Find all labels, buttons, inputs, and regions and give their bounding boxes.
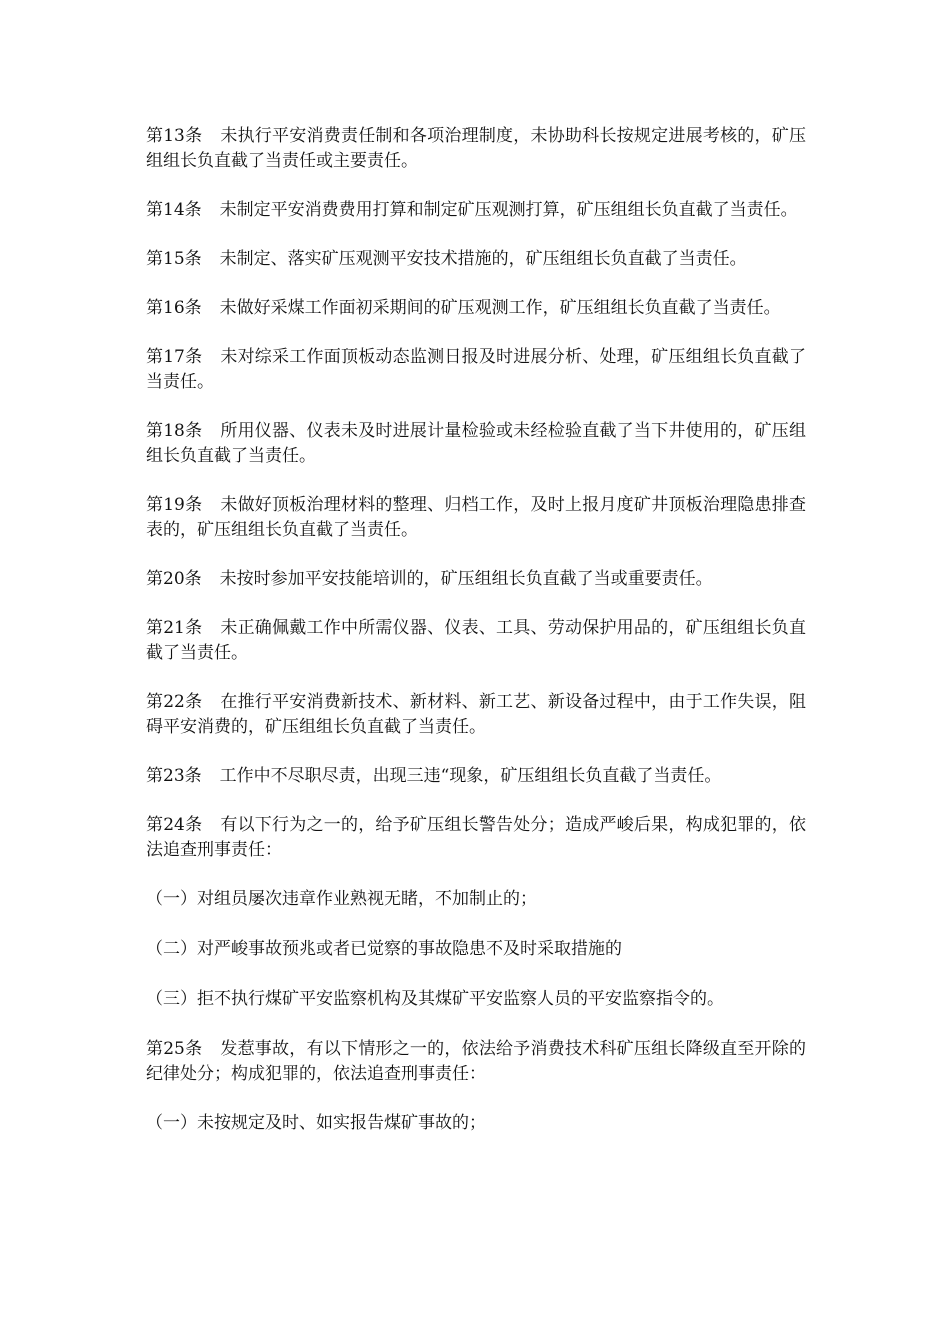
article-16 (146, 296, 806, 321)
article-24-item-1: （一）对组员屡次违章作业熟视无睹，不加制止的； (146, 889, 537, 909)
article-number: 第21条 (146, 618, 203, 638)
article-text: 有以下行为之一的，给予矿压组长警告处分；造成严峻后果，构成犯罪的，依法追查刑事责任： (146, 815, 807, 860)
article-19 (146, 493, 806, 543)
article-number: 第13条 (146, 126, 203, 146)
article-24-item-2: （二）对严峻事故预兆或者已觉察的事故隐患不及时采取措施的 (146, 939, 622, 959)
article-number: 第15条 (146, 249, 202, 269)
article-22 (146, 690, 806, 740)
document-body (146, 124, 806, 1161)
article-text: 未对综采工作面顶板动态监测日报及时进展分析、处理，矿压组组长负直截了当责任。 (146, 347, 807, 392)
article-13 (146, 124, 806, 174)
article-17 (146, 345, 806, 395)
article-text: 未做好采煤工作面初采期间的矿压观测工作，矿压组组长负直截了当责任。 (219, 298, 781, 318)
article-text: 未制定平安消费费用打算和制定矿压观测打算，矿压组组长负直截了当责任。 (219, 200, 798, 220)
article-number: 第22条 (146, 692, 203, 712)
article-text: 未正确佩戴工作中所需仪器、仪表、工具、劳动保护用品的，矿压组组长负直截了当责任。 (146, 618, 807, 663)
article-text: 未执行平安消费责任制和各项治理制度，未协助科长按规定进展考核的，矿压组组长负直截了当责任或主要责任。 (146, 126, 807, 171)
article-25 (146, 1037, 806, 1087)
article-text: 在推行平安消费新技术、新材料、新工艺、新设备过程中，由于工作失误，阻碍平安消费的，矿压组组长负直截了当责任。 (146, 692, 807, 737)
article-24-item-3: （三）拒不执行煤矿平安监察机构及其煤矿平安监察人员的平安监察指令的。 (146, 989, 724, 1009)
article-20 (146, 567, 806, 592)
article-text: 所用仪器、仪表未及时进展计量检验或未经检验直截了当下井使用的，矿压组组长负直截了当责任。 (146, 421, 807, 466)
article-number: 第23条 (146, 766, 202, 786)
article-18 (146, 419, 806, 469)
article-number: 第17条 (146, 347, 203, 367)
article-number: 第24条 (146, 815, 203, 835)
article-24 (146, 813, 806, 863)
article-number: 第14条 (146, 200, 202, 220)
article-number: 第18条 (146, 421, 203, 441)
article-text: 发惹事故，有以下情形之一的，依法给予消费技术科矿压组长降级直至开除的纪律处分；构成犯罪的，依法追查刑事责任： (146, 1039, 807, 1084)
article-text: 未做好顶板治理材料的整理、归档工作，及时上报月度矿井顶板治理隐患排查表的，矿压组组长负直截了当责任。 (146, 495, 807, 540)
article-text: 工作中不尽职尽责，出现三违“现象，矿压组组长负直截了当责任。 (219, 766, 722, 786)
article-25-item-1: （一）未按规定及时、如实报告煤矿事故的； (146, 1113, 486, 1133)
article-text: 未制定、落实矿压观测平安技术措施的，矿压组组长负直截了当责任。 (219, 249, 747, 269)
article-text: 未按时参加平安技能培训的，矿压组组长负直截了当或重要责任。 (219, 569, 713, 589)
article-number: 第20条 (146, 569, 202, 589)
article-23 (146, 764, 806, 789)
article-21 (146, 616, 806, 666)
article-15 (146, 247, 806, 272)
article-number: 第19条 (146, 495, 203, 515)
article-number: 第16条 (146, 298, 202, 318)
article-14 (146, 198, 806, 223)
article-number: 第25条 (146, 1039, 203, 1059)
